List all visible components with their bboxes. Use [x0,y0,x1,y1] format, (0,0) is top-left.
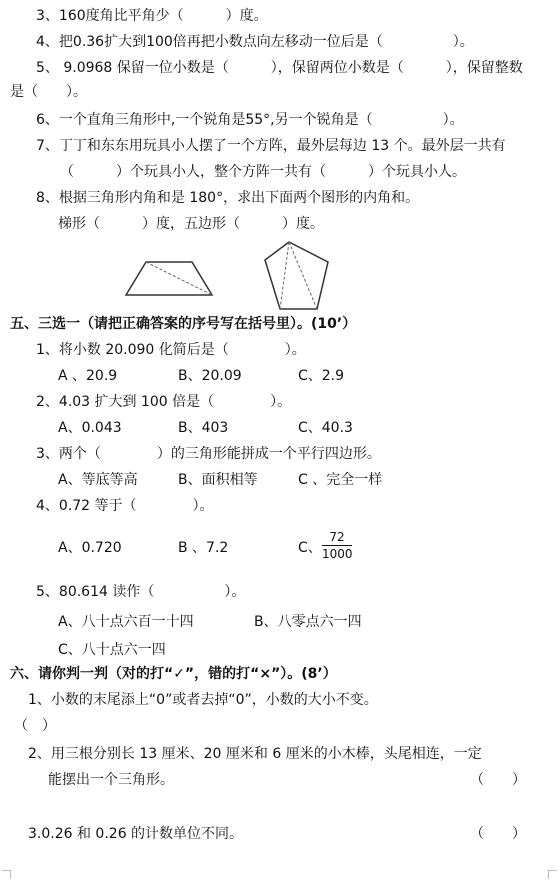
question-4-8-line2: 梯形（ ）度，五边形（ ）度。 [58,216,324,232]
option-5-3-b: B、面积相等 [178,472,258,488]
pentagon-figure [262,240,332,312]
fraction-denominator: 1000 [322,547,353,561]
crop-mark-right [548,870,557,879]
question-5-5: 5、80.614 读作（ ）。 [36,584,246,600]
option-5-1-c: C、2.9 [298,368,345,384]
fraction-numerator: 72 [329,530,345,544]
question-6-1-line2: （ ） [14,718,56,734]
option-5-4-c: C、 [298,540,322,556]
question-4-7-line1: 7、丁丁和东东用玩具小人摆了一个方阵，最外层每边 13 个。最外层一共有 [36,138,506,154]
question-6-2-line1: 2、用三根分别长 13 厘米、20 厘米和 6 厘米的小木棒，头尾相连，一定 [28,746,482,762]
option-5-4-a: A、0.720 [58,540,122,556]
question-4-5-line2: 是（ ）。 [10,84,87,100]
question-5-2: 2、4.03 扩大到 100 倍是（ ）。 [36,394,292,410]
question-5-3: 3、两个（ ）的三角形能拼成一个平行四边形。 [36,446,381,462]
question-4-4: 4、把0.36扩大到100倍再把小数点向左移动一位后是（ ）。 [36,34,474,50]
question-4-7-line2: （ ）个玩具小人，整个方阵一共有（ ）个玩具小人。 [60,164,466,180]
option-5-2-c: C、40.3 [298,420,353,436]
option-5-5-b: B、八零点六一四 [254,614,362,630]
option-5-4-b: B 、7.2 [178,540,229,556]
question-6-2-line2: 能摆出一个三角形。 [48,772,174,788]
option-5-1-a: A 、20.9 [58,368,118,384]
option-5-3-c: C 、完全一样 [298,472,383,488]
question-6-2-answer-blank: （ ） [470,772,526,788]
trapezoid-figure [124,260,214,298]
question-6-1-line1: 1、小数的末尾添上“0”或者去掉“0”，小数的大小不变。 [28,692,378,708]
option-5-1-b: B、20.09 [178,368,242,384]
fraction-72-over-1000 [322,530,352,561]
question-4-8-line1: 8、根据三角形内角和是 180°，求出下面两个图形的内角和。 [36,190,420,206]
option-5-5-c: C、八十点六一四 [58,642,166,658]
question-6-3-answer-blank: （ ） [470,826,526,842]
option-5-5-a: A、八十点六百一十四 [58,614,194,630]
option-5-3-a: A、等底等高 [58,472,138,488]
option-5-2-b: B、403 [178,420,229,436]
question-6-3: 3.0.26 和 0.26 的计数单位不同。 [28,826,244,842]
section-5-heading: 五、三选一（请把正确答案的序号写在括号里）。(10’） [10,316,357,332]
option-5-2-a: A、0.043 [58,420,122,436]
question-4-6: 6、一个直角三角形中,一个锐角是55°,另一个锐角是（ ）。 [36,112,464,128]
question-5-4: 4、0.72 等于（ ）。 [36,498,214,514]
crop-mark-left [2,870,11,879]
section-6-heading: 六、请你判一判（对的打“✓”，错的打“×”）。(8’） [10,666,337,682]
question-4-3: 3、160度角比平角少（ ）度。 [36,8,268,24]
question-5-1: 1、将小数 20.090 化简后是（ ）。 [36,342,306,358]
question-4-5-line1: 5、 9.0968 保留一位小数是（ ），保留两位小数是（ ），保留整数 [36,60,523,76]
